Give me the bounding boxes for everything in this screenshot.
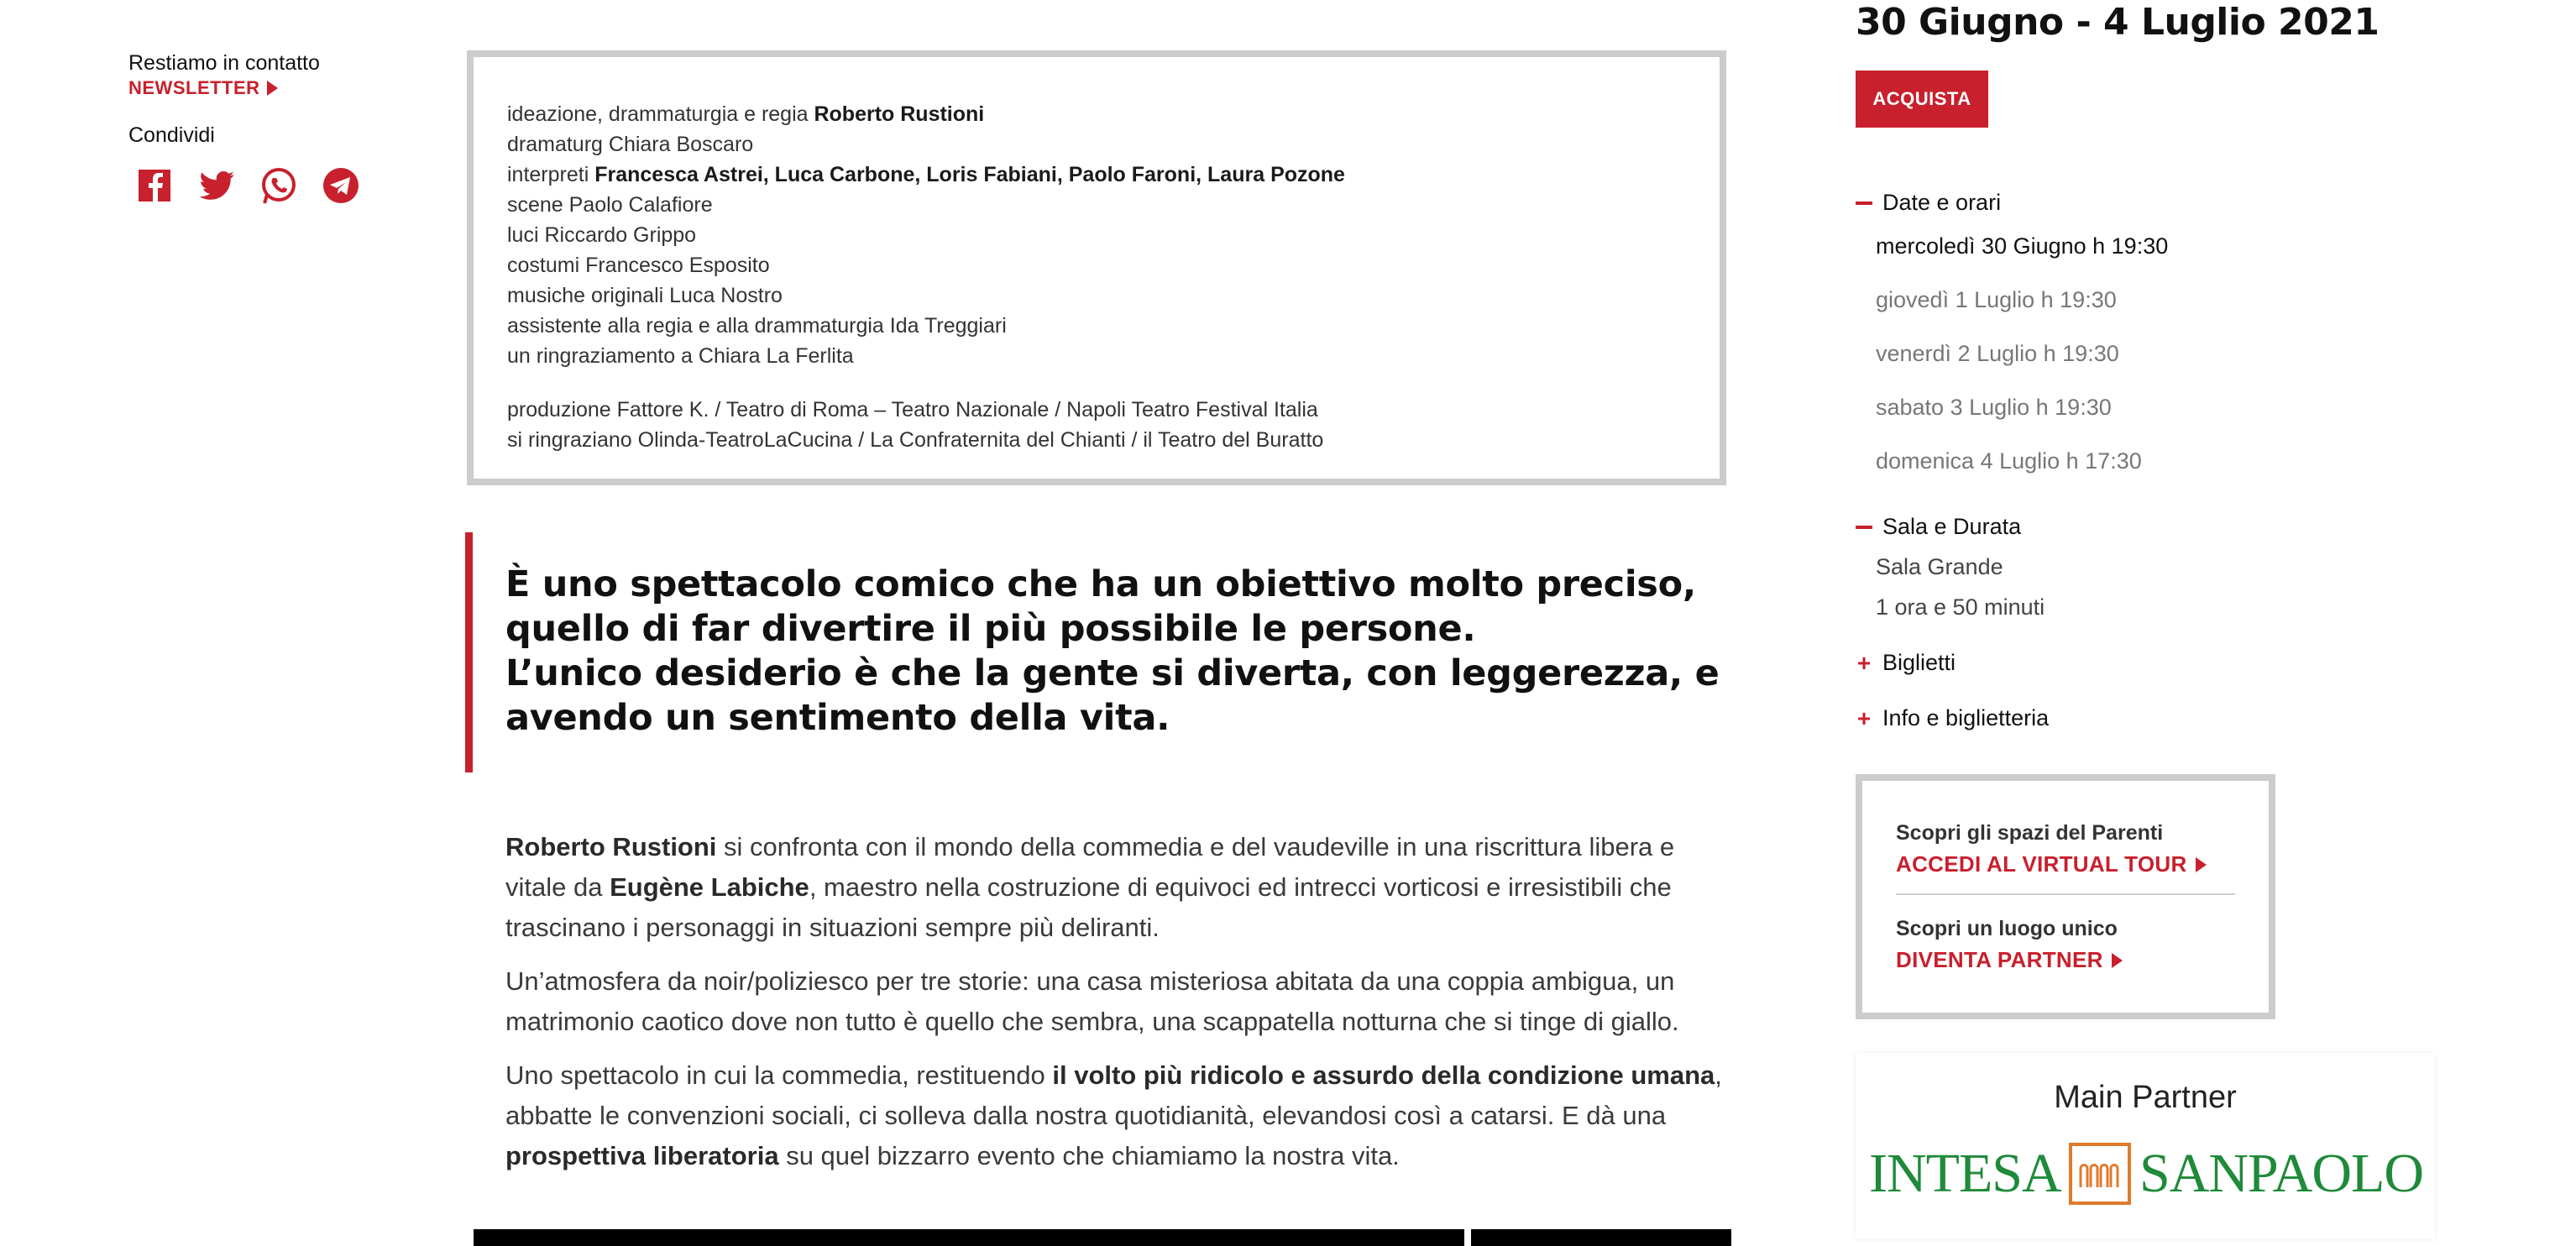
main-partner-card[interactable] xyxy=(1856,1053,2435,1239)
logo-word: SANPAOLO xyxy=(2139,1143,2423,1204)
logo-word: INTESA xyxy=(1869,1143,2061,1204)
credit-role: assistente alla regia e alla drammaturgia Ida Treggiari xyxy=(507,314,1007,338)
author-name: Roberto Rustioni xyxy=(505,832,717,861)
left-sidebar xyxy=(128,50,380,207)
credit-role: un ringraziamento a Chiara La Ferlita xyxy=(507,344,854,368)
info-section-toggle[interactable] xyxy=(1856,705,2049,731)
text-span: , maestro nella costruzione di equivoci ed intrecci vorticosi e irresistibili che trascinano i personaggi in situazioni sempre più deliranti. xyxy=(505,872,1672,942)
section-label: Date e orari xyxy=(1882,190,2002,215)
bank-logo-icon xyxy=(2069,1143,2131,1205)
performance-date-3[interactable]: sabato 3 Luglio h 19:30 xyxy=(1876,395,2112,420)
credit-role: musiche originali Luca Nostro xyxy=(507,284,783,307)
discover-label: Scopri gli spazi del Parenti xyxy=(1896,821,2164,845)
contact-title: Restiamo in contatto xyxy=(128,51,320,75)
buy-button[interactable]: ACQUISTA xyxy=(1856,71,1988,128)
pull-quote xyxy=(465,532,1725,772)
credit-role: interpreti xyxy=(507,163,595,186)
facebook-icon[interactable] xyxy=(134,165,175,207)
production-line: produzione Fattore K. / Teatro di Roma – Teatro Nazionale / Napoli Teatro Festival Italia xyxy=(507,398,1318,421)
description-paragraph xyxy=(505,827,1731,948)
performance-date-2[interactable]: venerdì 2 Luglio h 19:30 xyxy=(1876,341,2119,366)
arrow-right-icon xyxy=(2196,857,2207,872)
performance-date-0[interactable]: mercoledì 30 Giugno h 19:30 xyxy=(1876,233,2169,259)
event-date-range: 30 Giugno - 4 Luglio 2021 xyxy=(1856,1,2380,44)
credit-role: dramaturg Chiara Boscaro xyxy=(507,133,754,156)
intesa-sanpaolo-logo xyxy=(1869,1140,2423,1207)
quote-line: avendo un sentimento della vita. xyxy=(505,697,1170,739)
bold-span: prospettiva liberatoria xyxy=(505,1141,779,1170)
credit-role: costumi Francesco Esposito xyxy=(507,254,770,277)
performance-date-4[interactable]: domenica 4 Luglio h 17:30 xyxy=(1876,448,2142,474)
quote-line: quello di far divertire il più possibile le persone. xyxy=(505,608,1476,650)
share-title: Condividi xyxy=(128,123,215,147)
minus-icon xyxy=(1856,202,1872,205)
discover-label: Scopri un luogo unico xyxy=(1896,917,2118,940)
text-span: si confronta con il mondo della commedia e del vaudeville in una riscrittura libera e vitale da xyxy=(505,832,1675,902)
text-span: Uno spettacolo in cui la commedia, restituendo xyxy=(505,1060,1053,1090)
credit-name: Francesca Astrei, Luca Carbone, Loris Fabiani, Paolo Faroni, Laura Pozone xyxy=(594,163,1345,186)
newsletter-label: NEWSLETTER xyxy=(128,77,260,98)
section-label: Biglietti xyxy=(1882,650,1956,675)
quote-line: L’unico desiderio è che la gente si diverta, con leggerezza, e xyxy=(505,652,1720,694)
description-body xyxy=(505,827,1731,1190)
hall-name: Sala Grande xyxy=(1876,554,2003,579)
description-paragraph: Un’atmosfera da noir/poliziesco per tre storie: una casa misteriosa abitata da una coppia ambigua, un matrimonio caotico dove non tutto è quello che sembra, una scappatella notturna che si tinge di giallo. xyxy=(505,966,1679,1036)
link-label: DIVENTA PARTNER xyxy=(1896,947,2103,972)
section-label: Info e biglietteria xyxy=(1882,705,2050,730)
minus-icon xyxy=(1856,526,1872,529)
media-block xyxy=(1471,1229,1731,1246)
credit-row xyxy=(507,280,1686,311)
arrow-right-icon xyxy=(2112,953,2123,968)
performance-date-1[interactable]: giovedì 1 Luglio h 19:30 xyxy=(1876,287,2117,312)
arrow-right-icon xyxy=(267,81,278,96)
credit-role: ideazione, drammaturgia e regia xyxy=(507,102,814,126)
whatsapp-icon[interactable] xyxy=(258,165,300,207)
twitter-icon[interactable] xyxy=(196,165,238,207)
credit-row xyxy=(507,160,1686,190)
quote-accent-bar xyxy=(465,532,473,772)
credit-row xyxy=(507,99,1686,129)
partner-label: Main Partner xyxy=(2054,1080,2237,1115)
credit-row xyxy=(507,129,1686,160)
author-name: Eugène Labiche xyxy=(610,872,809,902)
newsletter-link[interactable] xyxy=(128,77,278,99)
text-span: su quel bizzarro evento che chiamiamo la nostra vita. xyxy=(778,1141,1400,1170)
credit-name: Roberto Rustioni xyxy=(814,102,985,126)
section-label: Sala e Durata xyxy=(1882,514,2022,539)
virtual-tour-link[interactable] xyxy=(1896,851,2207,877)
credits-box xyxy=(467,50,1726,485)
quote-line: È uno spettacolo comico che ha un obiettivo molto preciso, xyxy=(505,563,1696,605)
tickets-section-toggle[interactable] xyxy=(1856,650,1956,676)
credit-row xyxy=(507,190,1686,220)
link-label: ACCEDI AL VIRTUAL TOUR xyxy=(1896,851,2187,877)
dates-section-toggle[interactable] xyxy=(1856,190,2001,216)
credit-row xyxy=(507,250,1686,280)
telegram-icon[interactable] xyxy=(320,165,362,207)
social-share-bar xyxy=(134,165,380,207)
thanks-line: si ringraziano Olinda-TeatroLaCucina / La Confraternita del Chianti / il Teatro del Buratto xyxy=(507,428,1324,452)
credit-role: luci Riccardo Grippo xyxy=(507,223,697,247)
media-block xyxy=(474,1229,1464,1246)
divider xyxy=(1896,893,2235,895)
text-span: , abbatte le convenzioni sociali, ci solleva dalla nostra quotidianità, elevandosi così a catarsi. E dà una xyxy=(505,1060,1722,1130)
credit-role: scene Paolo Calafiore xyxy=(507,193,713,217)
bold-span: il volto più ridicolo e assurdo della condizione umana xyxy=(1052,1060,1715,1090)
credit-row xyxy=(507,220,1686,250)
credit-row xyxy=(507,311,1686,341)
description-paragraph xyxy=(505,1055,1731,1176)
become-partner-link[interactable] xyxy=(1896,947,2123,973)
duration: 1 ora e 50 minuti xyxy=(1876,594,2045,620)
discover-box xyxy=(1856,774,2275,1019)
hall-section-toggle[interactable] xyxy=(1856,514,2021,540)
credit-row xyxy=(507,341,1686,371)
plus-icon: + xyxy=(1856,704,1872,731)
plus-icon: + xyxy=(1856,649,1872,676)
